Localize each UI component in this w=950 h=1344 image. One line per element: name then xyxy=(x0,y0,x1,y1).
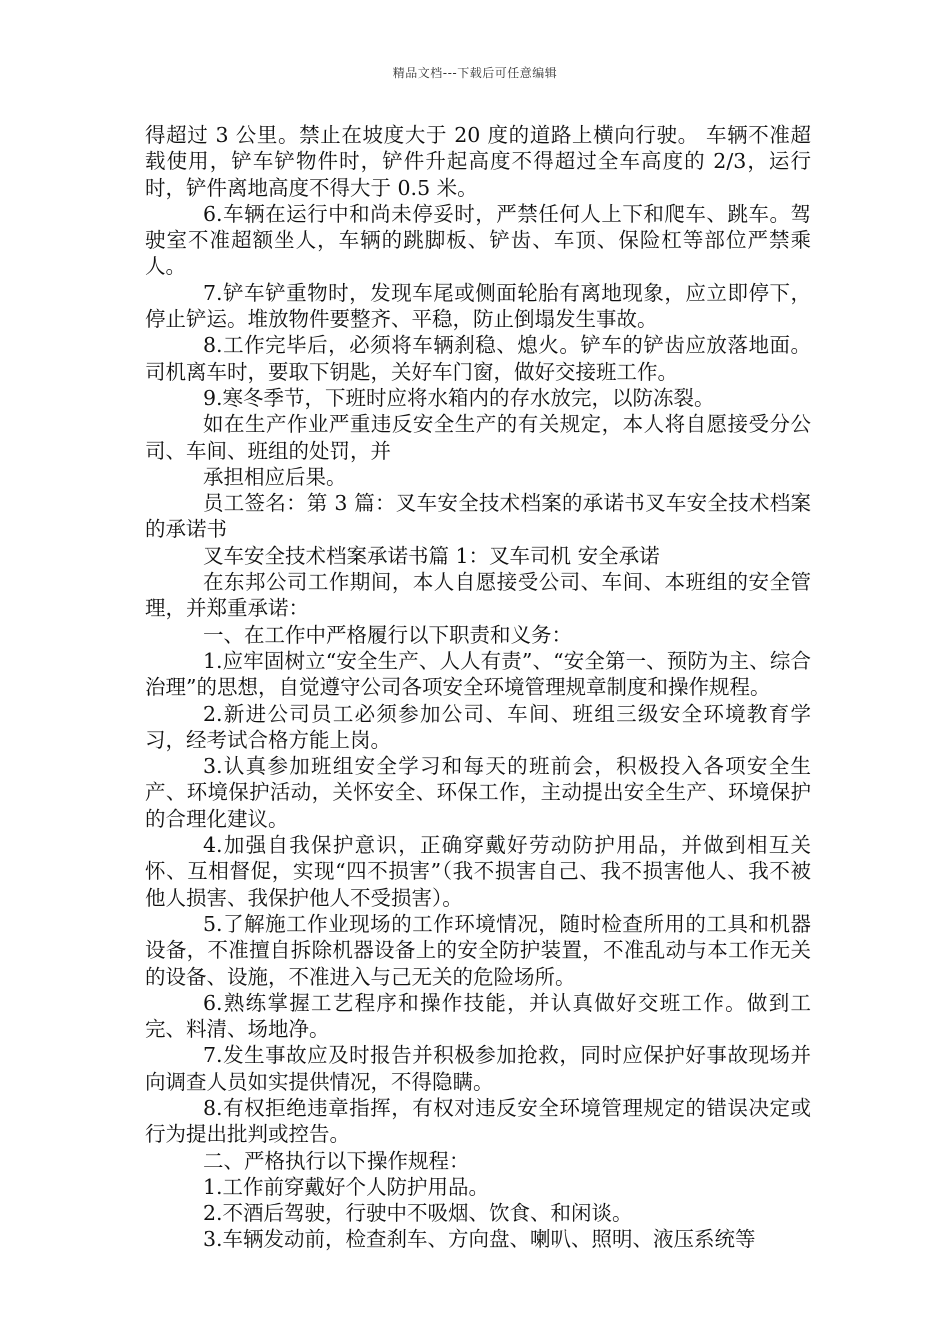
paragraph-16: 6.熟练掌握工艺程序和操作技能，并认真做好交班工作。做到工完、料清、场地净。 xyxy=(145,990,811,1042)
paragraph-19: 二、严格执行以下操作规程： xyxy=(203,1148,470,1173)
paragraph-10: 一、在工作中严格履行以下职责和义务： xyxy=(203,622,572,647)
paragraph-21: 2.不酒后驾驶，行驶中不吸烟、饮食、和闲谈。 xyxy=(203,1201,633,1226)
paragraph-8: 叉车安全技术档案承诺书篇 1：叉车司机 安全承诺 xyxy=(203,543,660,568)
paragraph-9: 在东邦公司工作期间，本人自愿接受公司、车间、本班组的安全管理，并郑重承诺： xyxy=(145,570,811,621)
paragraph-11: 1.应牢固树立“安全生产、人人有责”、“安全第一、预防为主、综合治理”的思想，自觉遵守公司各项安全环境管理规章制度和操作规程。 xyxy=(145,648,811,700)
paragraph-6: 承担相应后果。 xyxy=(203,464,347,489)
paragraph-22: 3.车辆发动前，检查刹车、方向盘、喇叭、照明、液压系统等 xyxy=(203,1227,756,1252)
paragraph-3: 8.工作完毕后，必须将车辆刹稳、熄火。铲车的铲齿应放落地面。司机离车时，要取下钥匙，关好车门窗，做好交接班工作。 xyxy=(145,333,811,384)
paragraph-18: 8.有权拒绝违章指挥，有权对违反安全环境管理规定的错误决定或行为提出批判或控告。 xyxy=(145,1095,811,1147)
paragraph-4: 9.寒冬季节，下班时应将水箱内的存水放完，以防冻裂。 xyxy=(203,385,715,410)
paragraph-2: 7.铲车铲重物时，发现车尾或侧面轮胎有离地现象，应立即停下，停止铲运。堆放物件要整齐、平稳，防止倒塌发生事故。 xyxy=(145,280,811,332)
paragraph-14: 4.加强自我保护意识，正确穿戴好劳动防护用品，并做到相互关怀、互相督促，实现“四不损害”（我不损害自己、我不损害他人、我不被他人损害、我保护他人不受损害）。 xyxy=(145,833,811,910)
paragraph-0: 得超过 3 公里。禁止在坡度大于 20 度的道路上横向行驶。 车辆不准超载使用，铲车铲物件时，铲件升起高度不得超过全车高度的 2/3，运行时，铲件离地高度不得大于 0.5 米。 xyxy=(145,123,811,200)
document-body xyxy=(145,122,811,1253)
paragraph-17: 7.发生事故应及时报告并积极参加抢救，同时应保护好事故现场并向调查人员如实提供情况，不得隐瞒。 xyxy=(145,1043,811,1094)
page-header: 精品文档---下载后可任意编辑 xyxy=(392,66,558,80)
paragraph-1: 6.车辆在运行中和尚未停妥时，严禁任何人上下和爬车、跳车。驾驶室不准超额坐人，车辆的跳脚板、铲齿、车顶、保险杠等部位严禁乘人。 xyxy=(145,201,811,279)
paragraph-15: 5.了解施工作业现场的工作环境情况，随时检查所用的工具和机器设备，不准擅自拆除机器设备上的安全防护装置，不准乱动与本工作无关的设备、设施，不准进入与己无关的危险场所。 xyxy=(145,911,811,989)
paragraph-12: 2.新进公司员工必须参加公司、车间、班组三级安全环境教育学习，经考试合格方能上岗。 xyxy=(145,701,811,752)
paragraph-20: 1.工作前穿戴好个人防护用品。 xyxy=(203,1174,490,1199)
paragraph-7: 员工签名：第 3 篇：叉车安全技术档案的承诺书叉车安全技术档案的承诺书 xyxy=(145,491,811,542)
paragraph-13: 3.认真参加班组安全学习和每天的班前会，积极投入各项安全生产、环境保护活动，关怀安全、环保工作，主动提出安全生产、环境保护的合理化建议。 xyxy=(145,754,811,831)
paragraph-5: 如在生产作业严重违反安全生产的有关规定，本人将自愿接受分公司、车间、班组的处罚，并 xyxy=(145,412,811,463)
